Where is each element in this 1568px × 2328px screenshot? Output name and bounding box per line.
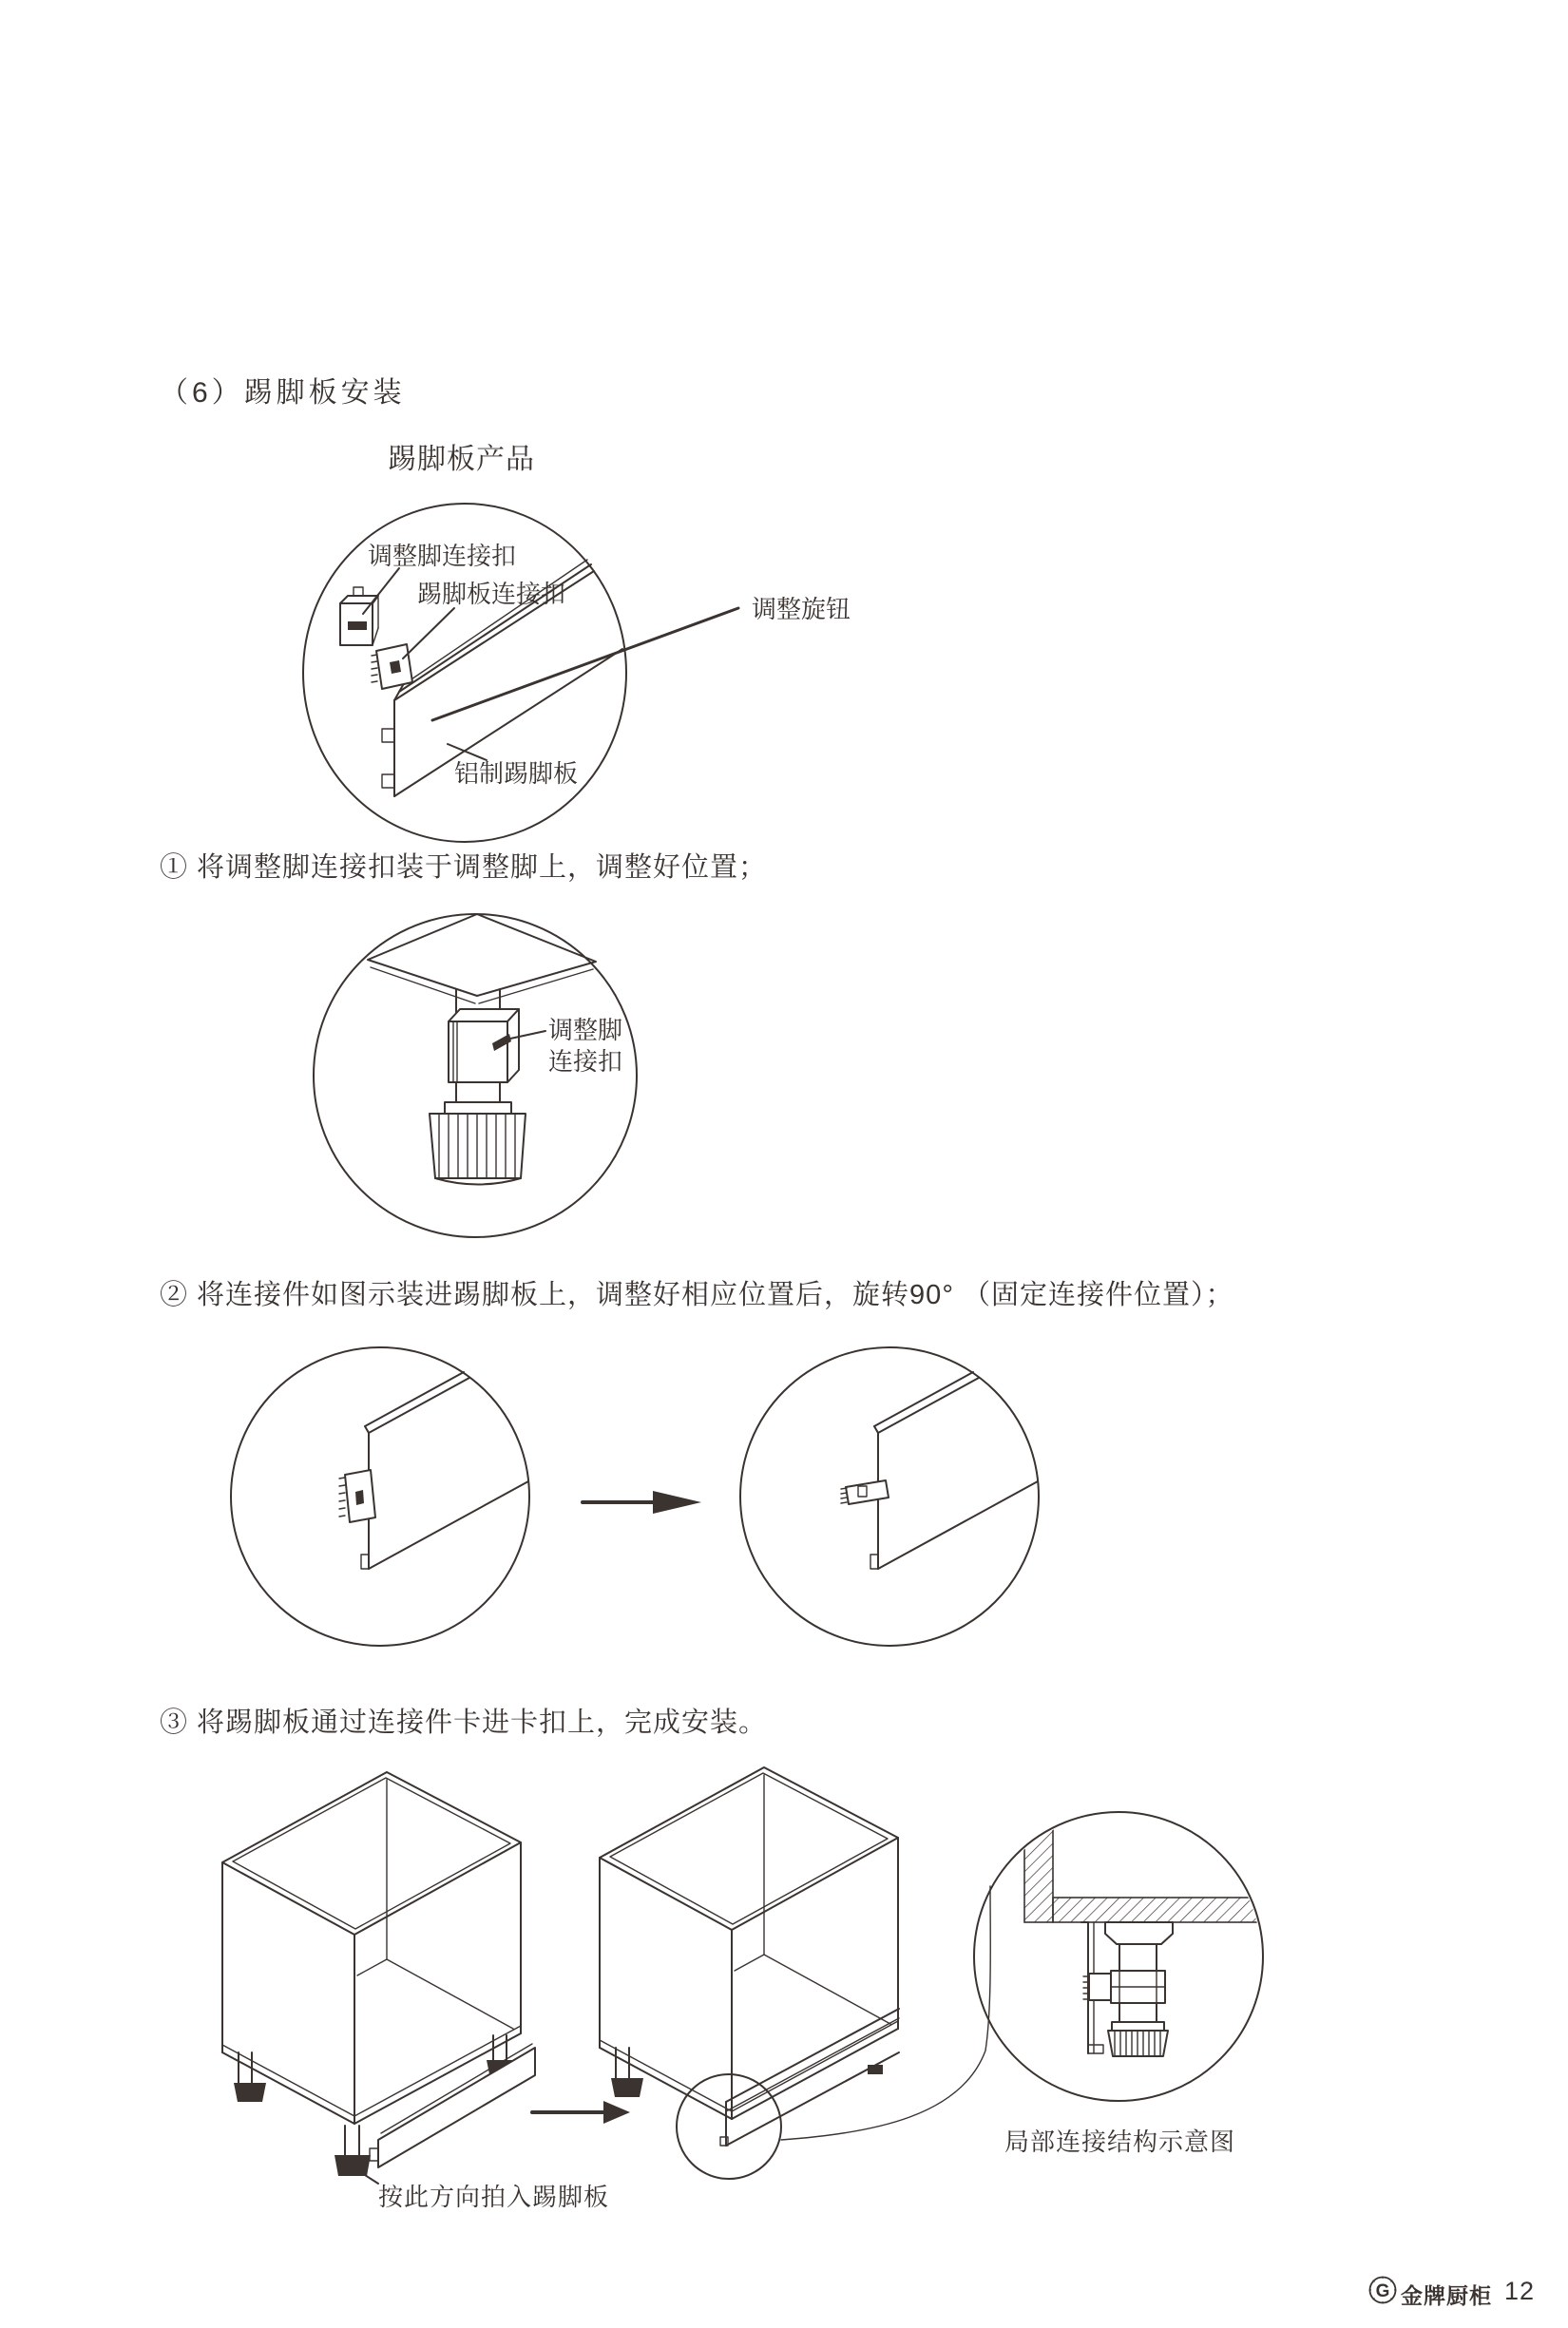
label-tap-direction: 按此方向拍入踢脚板 <box>378 2183 610 2211</box>
label-adjust-knob: 调整旋钮 <box>752 595 851 623</box>
leader-adjust-foot-connector <box>363 568 399 614</box>
section-title: （6）踢脚板安装 <box>160 377 406 409</box>
arrow-right <box>583 1491 701 1514</box>
label-step1-connector: 调整脚 连接扣 <box>548 1016 623 1076</box>
detail-highlight-circle <box>677 2074 781 2179</box>
step-1-text: ① 将调整脚连接扣装于调整脚上，调整好位置； <box>160 852 768 883</box>
adjustable-foot <box>430 1102 526 1185</box>
brand-name: 金牌厨柜 <box>1401 2283 1492 2308</box>
label-detail-caption: 局部连接结构示意图 <box>1004 2128 1236 2156</box>
cabinet-after-install <box>600 1767 990 2179</box>
step-2-text: ② 将连接件如图示装进踢脚板上，调整好相应位置后，旋转90° （固定连接件位置）； <box>160 1280 1234 1310</box>
step-3-text: ③ 将踢脚板通过连接件卡进卡扣上，完成安装。 <box>160 1708 768 1738</box>
page-number: 12 <box>1504 2277 1536 2305</box>
label-adjust-foot-connector: 调整脚连接扣 <box>368 542 517 570</box>
cabinet-bottom-panel-section <box>1053 1898 1267 1922</box>
kickplate-after-rotation <box>841 1372 1038 1569</box>
arrow-right <box>532 2101 630 2124</box>
label-aluminum-kickplate: 铝制踢脚板 <box>454 759 579 788</box>
leader-kickplate-connector <box>403 608 454 658</box>
kickplate-before-rotation <box>339 1372 528 1569</box>
adjust-foot-connector-part <box>340 587 378 645</box>
leader-adjust-knob <box>432 608 738 720</box>
label-kickplate-connector: 踢脚板连接扣 <box>417 580 566 608</box>
loose-kickplate <box>378 2048 535 2167</box>
connection-detail-drawing <box>974 1812 1267 2101</box>
adjust-foot-connector-on-leg <box>449 1009 519 1082</box>
brand-logo-icon <box>1367 2275 1398 2305</box>
kickplate-connector-part <box>372 644 412 689</box>
product-figure-caption: 踢脚板产品 <box>388 444 535 475</box>
detail-leader-curve <box>781 1886 990 2140</box>
cabinet-before-install <box>222 1772 535 2184</box>
brand-logo-letter: G <box>1375 2281 1390 2301</box>
step2-figure-drawing <box>223 1338 1050 1661</box>
